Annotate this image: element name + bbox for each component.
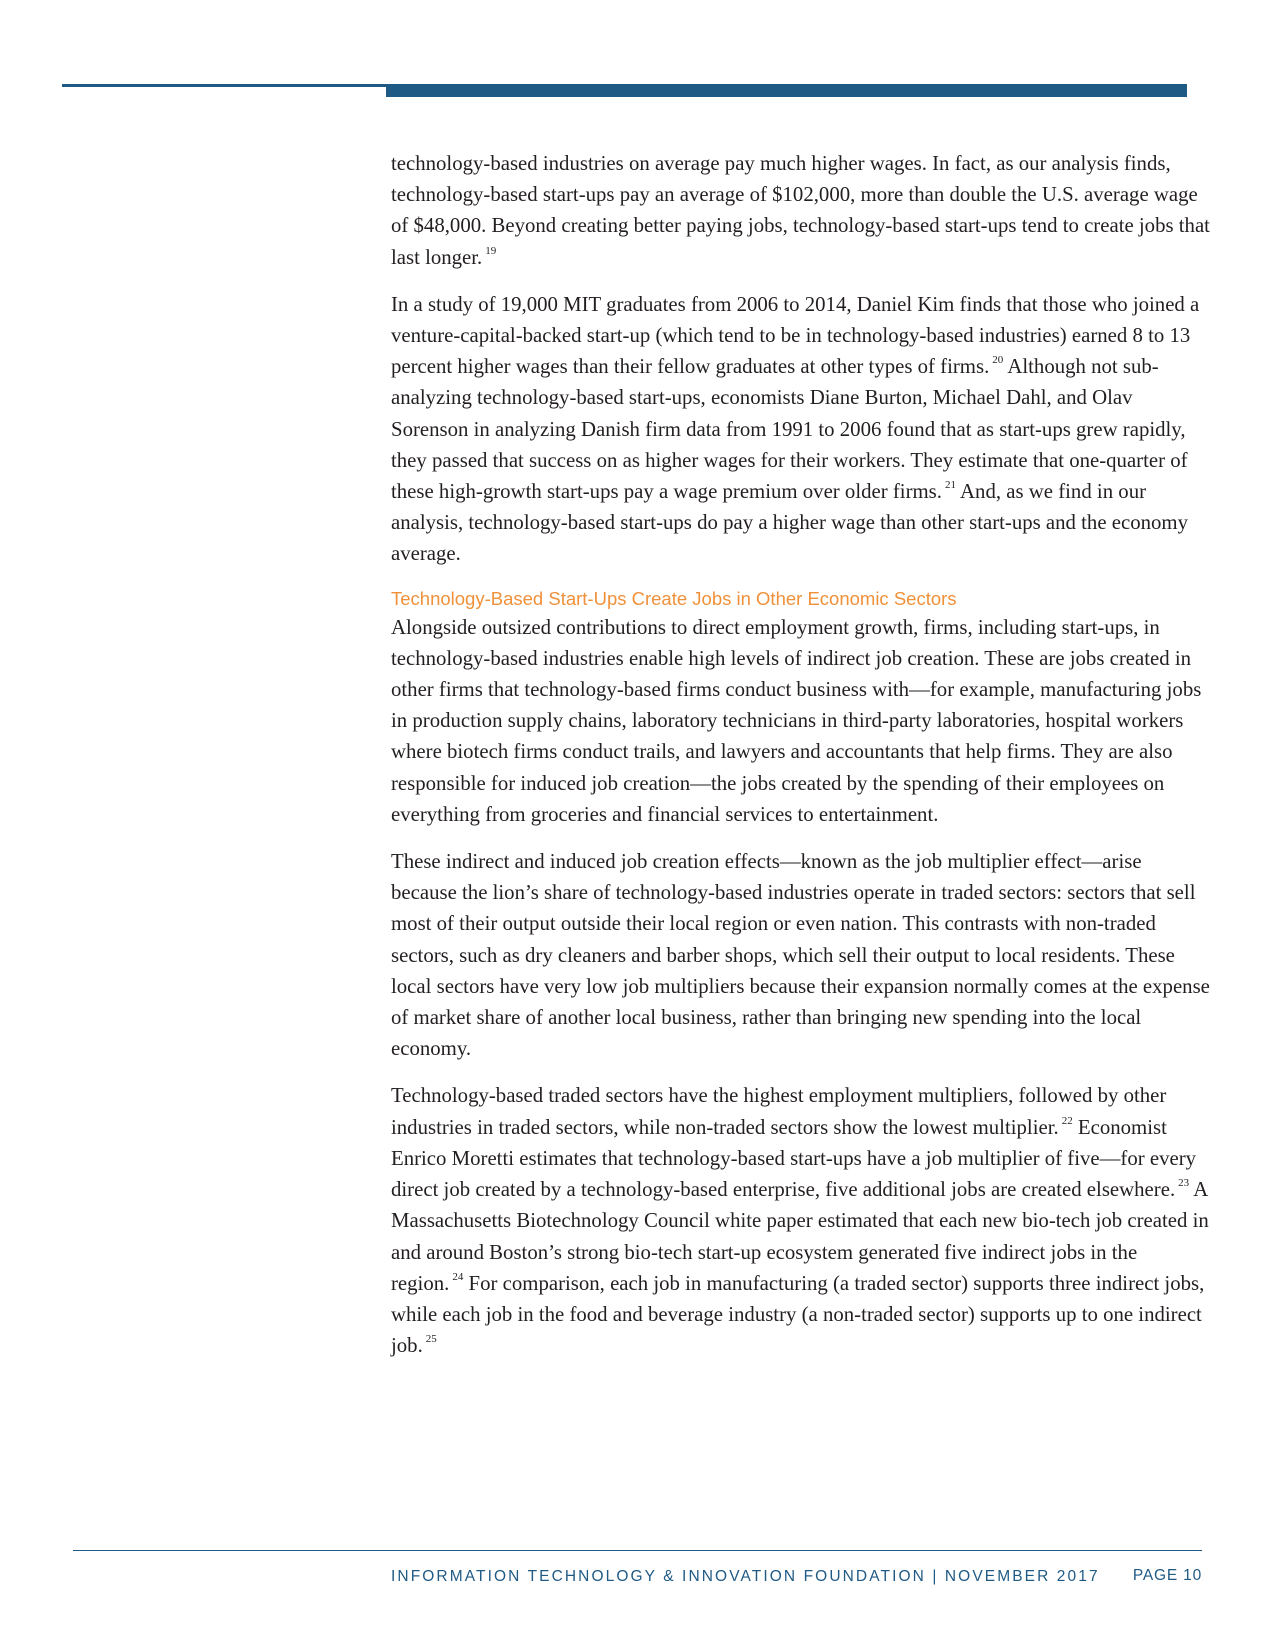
paragraph-2-text-2: Although not sub-analyzing technology-based start-ups, economists Diane Burton, Michael Dahl, and Olav Sorenson in analyzing Danish firm data from 1991 to 2006 found that as start-ups grew rapidly, they passed that success on as higher wages for their workers. They estimate that one-quarter of these high-growth start-ups pay a wage premium over older firms.: [391, 355, 1188, 504]
header-rule-thick: [386, 84, 1187, 97]
paragraph-2-text-3: And, as we find in our analysis, technology-based start-ups do pay a higher wage than other start-ups and the economy average.: [391, 480, 1188, 566]
header-rule-thin: [62, 84, 386, 87]
paragraph-4-text: These indirect and induced job creation effects—known as the job multiplier effect—arise because the lion’s share of technology-based industries operate in traded sectors: sectors that sell most of their output outside their local region or even nation. This contrasts with non-traded sectors, such as dry cleaners and barber shops, which sell their output to local residents. These local sectors have very low job multipliers because their expansion normally comes at the expense of market share of another local business, rather than bringing new spending into the local economy.: [391, 850, 1210, 1061]
paragraph-1-text: technology-based industries on average pay much higher wages. In fact, as our analysis finds, technology-based start-ups pay an average of $102,000, more than double the U.S. average wage of $48,000. Beyond creating better paying jobs, technology-based start-ups tend to create jobs that last longer.: [391, 152, 1210, 269]
paragraph-5-text-4: For comparison, each job in manufacturing (a traded sector) supports three indirect jobs, while each job in the food and beverage industry (a non-traded sector) supports up to one indirect job.: [391, 1271, 1205, 1358]
paragraph-5: [391, 1080, 1211, 1361]
footer-rule: [73, 1550, 1202, 1551]
paragraph-3: [391, 612, 1211, 830]
paragraph-5-text-3: A Massachusetts Biotechnology Council white paper estimated that each new bio-tech job created in and around Boston’s strong bio-tech start-up ecosystem generated five indirect jobs in the region.: [391, 1178, 1209, 1295]
paragraph-4: [391, 846, 1211, 1064]
footnote-ref-19[interactable]: 19: [485, 244, 497, 257]
footnote-ref-22[interactable]: 22: [1061, 1114, 1073, 1127]
page-number: PAGE 10: [1132, 1567, 1202, 1584]
body-column: [391, 148, 1211, 1377]
paragraph-1: [391, 148, 1211, 273]
paragraph-5-text-1: Technology-based traded sectors have the highest employment multipliers, followed by other industries in traded sectors, while non-traded sectors show the lowest multiplier.: [391, 1084, 1167, 1139]
footnote-ref-25[interactable]: 25: [425, 1333, 437, 1346]
footnote-ref-23[interactable]: 23: [1178, 1177, 1190, 1190]
footer-publisher-date: INFORMATION TECHNOLOGY & INNOVATION FOUNDATION | NOVEMBER 2017: [391, 1568, 1100, 1585]
paragraph-2-text-1: In a study of 19,000 MIT graduates from 2006 to 2014, Daniel Kim finds that those who joined a venture-capital-backed start-up (which tend to be in technology-based industries) earned 8 to 13 percent higher wages than their fellow graduates at other types of firms.: [391, 292, 1200, 379]
paragraph-2: [391, 289, 1211, 570]
section-heading: Technology-Based Start-Ups Create Jobs in Other Economic Sectors: [391, 587, 957, 609]
paragraph-5-text-2: Economist Enrico Moretti estimates that technology-based start-ups have a job multiplier of five—for every direct job created by a technology-based enterprise, five additional jobs are created elsewhere.: [391, 1115, 1197, 1202]
footnote-ref-21[interactable]: 21: [944, 479, 956, 492]
paragraph-3-text: Alongside outsized contributions to direct employment growth, firms, including start-ups, in technology-based industries enable high levels of indirect job creation. These are jobs created in other firms that technology-based firms conduct business with—for example, manufacturing jobs in production supply chains, laboratory technicians in third-party laboratories, hospital workers where biotech firms conduct trails, and lawyers and accountants that help firms. They are also responsible for induced job creation—the jobs created by the spending of their employees on everything from groceries and financial services to entertainment.: [391, 615, 1202, 826]
footnote-ref-24[interactable]: 24: [452, 1270, 464, 1283]
footnote-ref-20[interactable]: 20: [992, 354, 1004, 367]
